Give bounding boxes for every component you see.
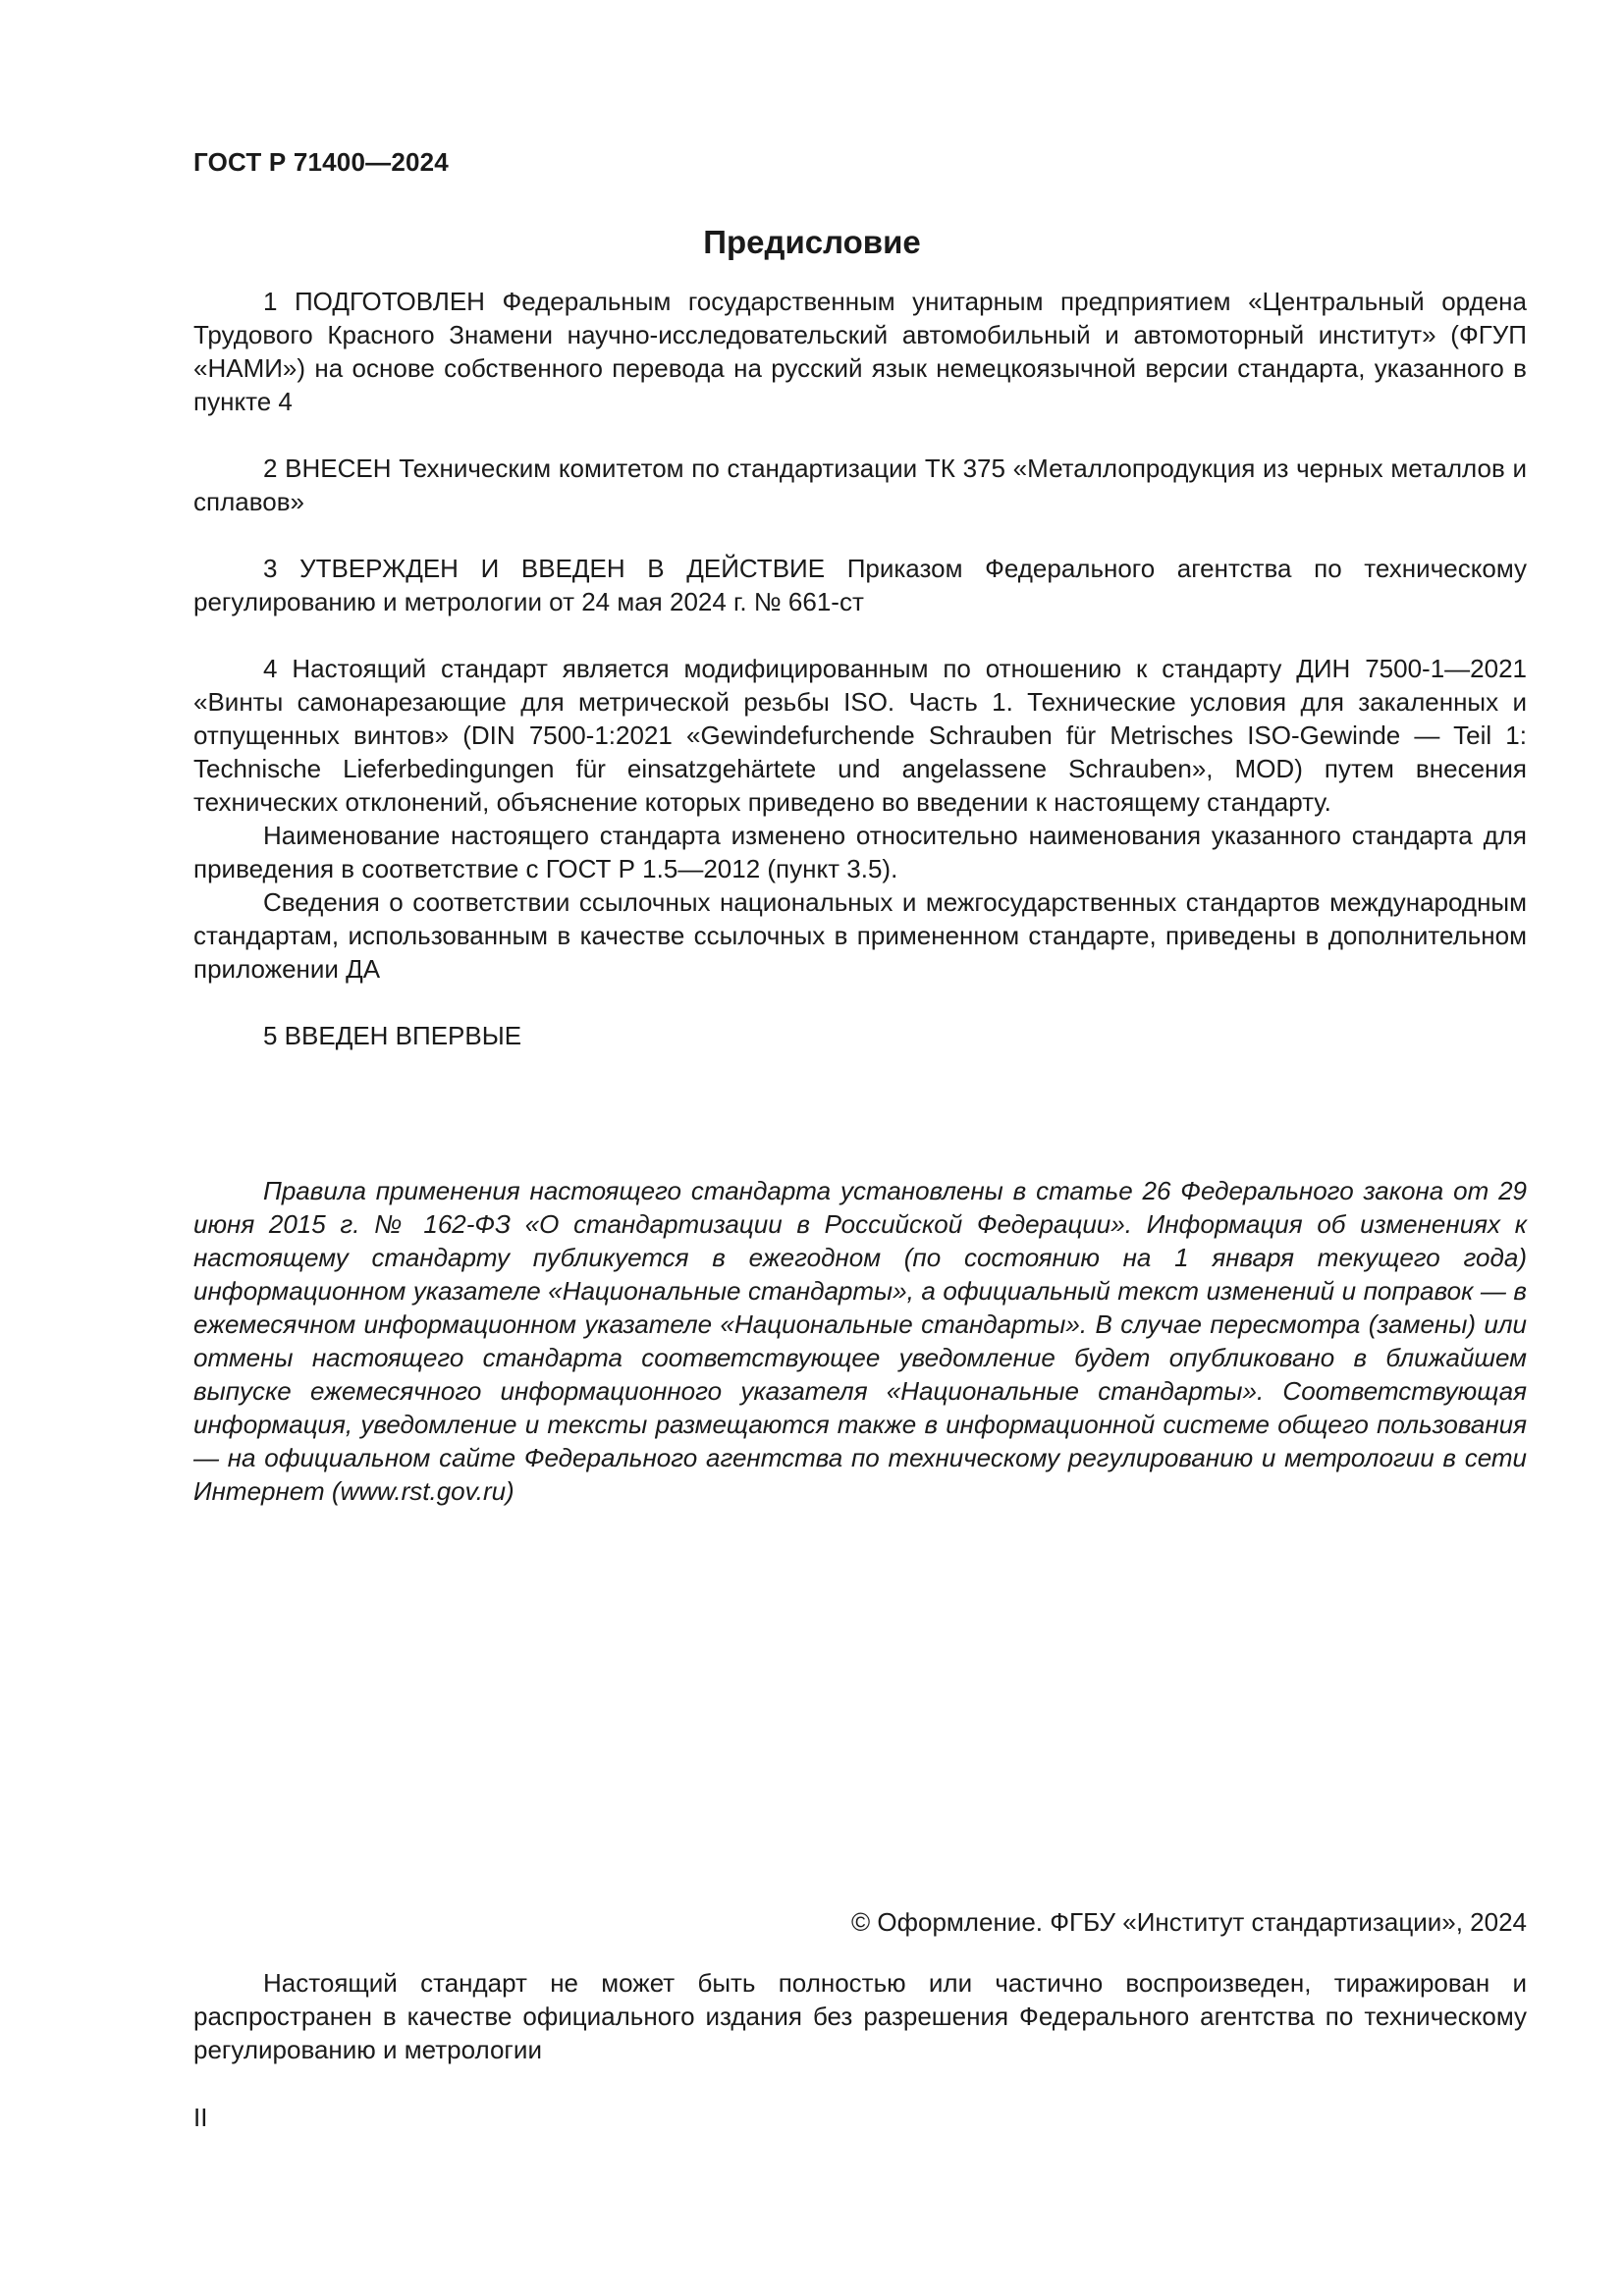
page-number: II [193,2103,208,2132]
preface-item-3: 3 УТВЕРЖДЕН И ВВЕДЕН В ДЕЙСТВИЕ Приказом Федерального агентства по техническому регулированию и метрологии от 24 мая 2024 г. № 661-ст [193,554,1527,616]
preface-item-4-references: Сведения о соответствии ссылочных национальных и межгосударственных стандартов международным стандартам, использованным в качестве ссылочных в примененном стандарте, приведены в дополнительном приложении ДА [193,887,1527,984]
preface-item-4: 4 Настоящий стандарт является модифицированным по отношению к стандарту ДИН 7500-1—2021 «Винты самонарезающие для метрической резьбы ISO. Часть 1. Технические условия для закаленных и отпущенных винтов» (DIN 7500-1:2021 «Gewindefurchende Schrauben für Metrisches ISO-Gewinde — Teil 1: Technische Lieferbedingungen für einsatzgehärtete und angelassene Schrauben», MOD) путем внесения технических отклонений, объяснение которых приведено во введении к настоящему стандарту. [193,654,1527,817]
preface-item-5: 5 ВВЕДЕН ВПЕРВЫЕ [263,1021,522,1050]
preface-item-1: 1 ПОДГОТОВЛЕН Федеральным государственным унитарным предприятием «Центральный ордена Трудового Красного Знамени научно-исследовательский автомобильный и автомоторный институт» (ФГУП «НАМИ») на основе собственного перевода на русский язык немецкоязычной версии стандарта, указанного в пункте 4 [193,287,1527,416]
application-rules-text: Правила применения настоящего стандарта установлены в статье 26 Федерального закона от 29 июня 2015 г. № 162-ФЗ «О стандартизации в Российской Федерации». Информация об изменениях к настоящему стандарту публикуется в ежегодном (по состоянию на 1 января текущего года) информационном указателе «Национальные стандарты», а официальный текст изменений и поправок — в ежемесячном информационном указателе «Национальные стандарты». В случае пересмотра (замены) или отмены настоящего стандарта соответствующее уведомление будет опубликовано в ближайшем выпуске ежемесячного информационного указателя «Национальные стандарты». Соответствующая информация, уведомление и тексты размещаются также в информационной системе общего пользования — на официальном сайте Федерального агентства по техническому регулированию и метрологии в сети Интернет (www.rst.gov.ru) [193,1176,1527,1506]
copyright-line: © Оформление. ФГБУ «Институт стандартизации», 2024 [851,1907,1527,1937]
reproduction-notice-text: Настоящий стандарт не может быть полностью или частично воспроизведен, тиражирован и распространен в качестве официального издания без разрешения Федерального агентства по техническому регулированию и метрологии [193,1968,1527,2064]
preface-item-4-name-change: Наименование настоящего стандарта изменено относительно наименования указанного стандарта для приведения в соответствие с ГОСТ Р 1.5—2012 (пункт 3.5). [193,821,1527,883]
preface-item-2: 2 ВНЕСЕН Техническим комитетом по стандартизации ТК 375 «Металлопродукция из черных металлов и сплавов» [193,454,1527,516]
standard-code: ГОСТ Р 71400—2024 [193,147,449,177]
reproduction-notice [193,1966,1527,2066]
application-rules-note [193,1174,1527,1508]
page-title: Предисловие [703,224,921,260]
preface-items [193,285,1527,1052]
